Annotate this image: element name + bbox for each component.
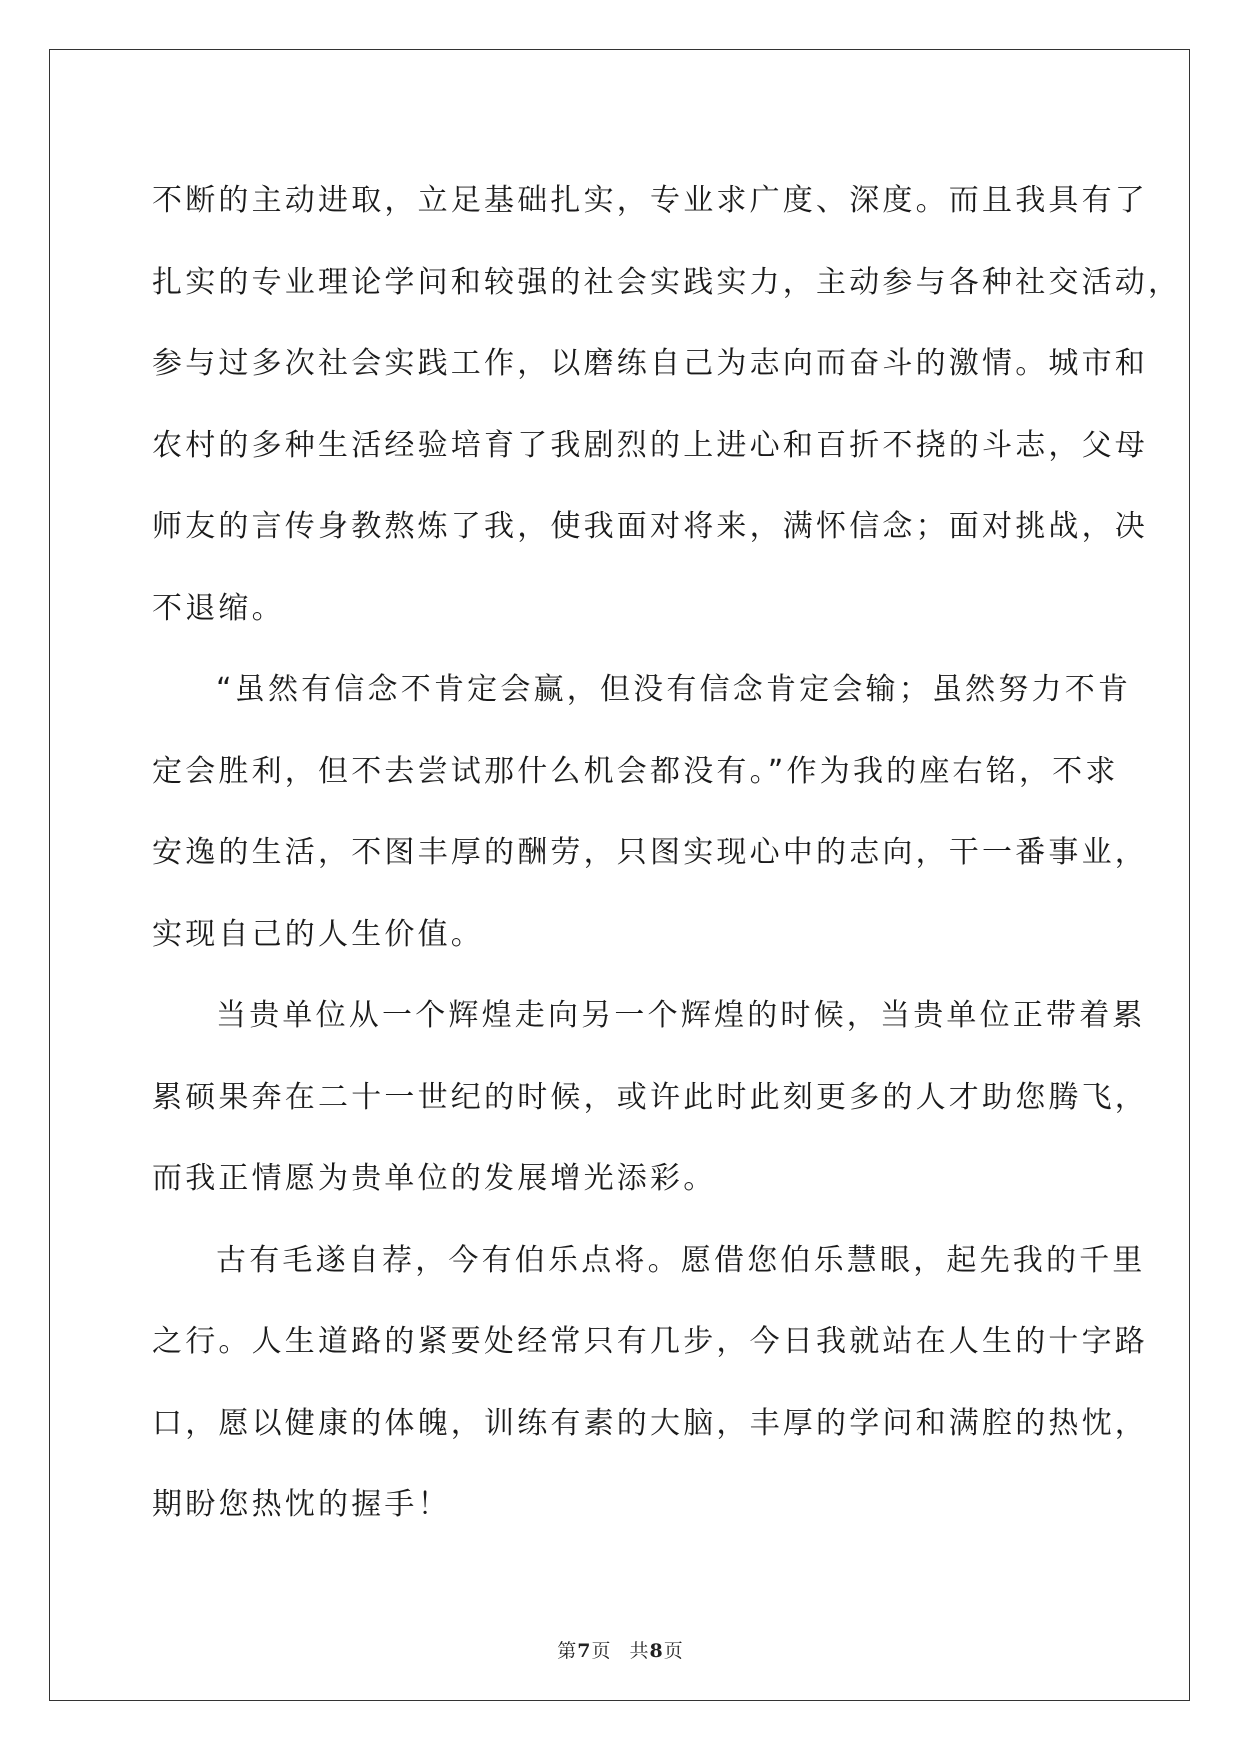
text-line: 安逸的生活，不图丰厚的酬劳，只图实现心中的志向，干一番事业， [152,835,1148,870]
paragraph-3 [152,975,1148,1220]
text-line: 扎实的专业理论学问和较强的社会实践实力，主动参与各种社交活动， [152,264,1182,300]
paragraph-1 [152,160,1182,649]
text-line: 期盼您热忱的握手！ [152,1487,451,1522]
paragraph-2 [152,649,1148,975]
current-page-number: 7 [577,1640,592,1662]
text-line: 农村的多种生活经验培育了我剧烈的上进心和百折不挠的斗志，父母 [152,427,1148,463]
paragraph-4 [152,1220,1148,1546]
text-line: 参与过多次社会实践工作，以磨练自己为志向而奋斗的激情。城市和 [152,346,1148,381]
text-line: 当贵单位从一个辉煌走向另一个辉煌的时候，当贵单位正带着累 [216,998,1146,1033]
document-body [152,160,1182,1546]
total-prefix: 共 [629,1640,650,1662]
total-page-number: 8 [649,1640,664,1662]
text-line: 不断的主动进取，立足基础扎实，专业求广度、深度。而且我具有了 [152,183,1148,218]
page-prefix: 第 [557,1640,578,1662]
page-footer [0,1636,1241,1663]
text-line: 不退缩。 [152,590,285,626]
text-line: 师友的言传身教熬炼了我，使我面对将来，满怀信念；面对挑战，决 [152,509,1148,544]
total-suffix: 页 [663,1640,684,1662]
text-line: 而我正情愿为贵单位的发展增光添彩。 [152,1161,717,1196]
text-line: 古有毛遂自荐，今有伯乐点将。愿借您伯乐慧眼，起先我的千里 [216,1242,1146,1278]
text-line: 定会胜利，但不去尝试那什么机会都没有。”作为我的座右铭，不求 [152,753,1119,789]
text-line: “虽然有信念不肯定会赢，但没有信念肯定会输；虽然努力不肯 [216,672,1132,707]
text-line: 实现自己的人生价值。 [152,916,484,952]
page-suffix: 页 [591,1640,612,1662]
text-line: 累硕果奔在二十一世纪的时候，或许此时此刻更多的人才助您腾飞， [152,1079,1148,1115]
text-line: 口，愿以健康的体魄，训练有素的大脑，丰厚的学问和满腔的热忱， [152,1405,1148,1441]
text-line: 之行。人生道路的紧要处经常只有几步，今日我就站在人生的十字路 [152,1324,1148,1359]
